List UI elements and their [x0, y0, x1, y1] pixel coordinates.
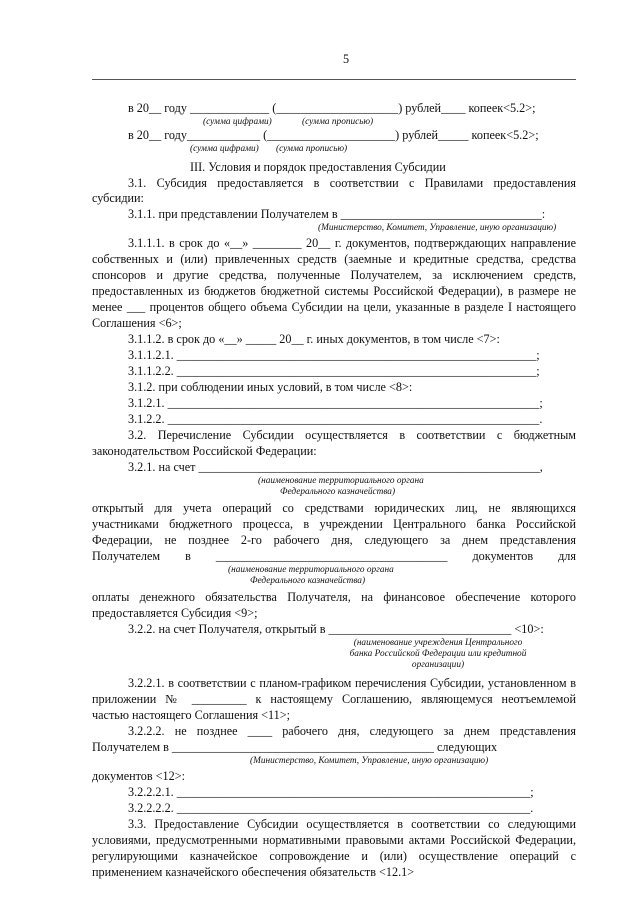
doc-line: регулирующими казначейское сопровождение и (или) осуществление операций с [92, 849, 576, 863]
doc-caption: (Министерство, Комитет, Управление, иную организацию) [318, 223, 557, 233]
doc-line: условиями, предусмотренными нормативными правовыми актами Российской Федерации, [92, 833, 576, 847]
doc-caption: (сумма цифрами) [203, 117, 272, 127]
doc-caption: (сумма прописью) [276, 144, 348, 154]
doc-line: 3.1.1.2. в срок до «__» _____ 20__ г. иных документов, в том числе <7>: [128, 332, 500, 346]
doc-caption: (наименование территориального органа [228, 565, 394, 575]
doc-line: субсидии: [92, 191, 144, 205]
doc-line: 3.1.1.2.1. ___________________________________________________________; [128, 348, 540, 362]
doc-caption: (наименование территориального органа [258, 476, 424, 486]
doc-line: собственных и (или) привлеченных средств (заемные и кредитные средства, средства [92, 252, 576, 266]
doc-line: Получателем в ______________________________________ документов для [92, 549, 576, 563]
doc-line: Соглашения <6>; [92, 316, 182, 330]
doc-line: предоставленных из бюджетов бюджетной системы Российской Федерации), в размере не [92, 284, 576, 298]
doc-caption: Федерального казначейства) [280, 487, 396, 497]
header-rule [92, 79, 576, 80]
doc-caption: (сумма прописью) [302, 117, 374, 127]
doc-caption: (Министерство, Комитет, Управление, иную организацию) [250, 756, 489, 766]
doc-caption: организации) [411, 660, 465, 670]
doc-caption: банка Российской Федерации или кредитной [349, 649, 527, 659]
page-number: 5 [343, 52, 350, 66]
doc-line: в 20__ году _____________ (____________________) рублей____ копеек<5.2>; [128, 101, 536, 115]
doc-line: участниками бюджетного процесса, в учреждении Центрального банка Российской [92, 517, 576, 531]
doc-line: 3.1.2.2. _____________________________________________________________. [128, 412, 543, 426]
doc-line: 3.3. Предоставление Субсидии осуществляется в соответствии со следующими [128, 817, 576, 831]
section-heading: III. Условия и порядок предоставления Субсидии [190, 160, 446, 174]
doc-caption: (наименование учреждения Центрального [353, 638, 523, 648]
doc-line: 3.1.2.1. _____________________________________________________________; [128, 396, 543, 410]
doc-line: 3.1.2. при соблюдении иных условий, в том числе <8>: [128, 380, 413, 394]
doc-line: 3.1.1.2.2. ___________________________________________________________; [128, 364, 540, 378]
doc-line: 3.2.1. на счет ________________________________________________________, [128, 460, 543, 474]
doc-line: законодательством Российской Федерации: [92, 444, 317, 458]
doc-line: спонсоров и другие средства, полученные Получателем, за исключением средств, [92, 268, 576, 282]
doc-line: приложении № _________ к настоящему Соглашению, являющемуся неотъемлемой [92, 692, 576, 706]
doc-line: оплаты денежного обязательства Получателя, на финансовое обеспечение которого [92, 590, 576, 604]
doc-line: 3.2. Перечисление Субсидии осуществляется в соответствии с бюджетным [128, 428, 576, 442]
doc-line: открытый для учета операций со средствами юридических лиц, не являющихся [92, 501, 576, 515]
doc-line: 3.2.2.2.2. __________________________________________________________. [128, 801, 534, 815]
doc-line: 3.2.2.2. не позднее ____ рабочего дня, следующего за днем представления [128, 724, 576, 738]
doc-line: менее ___ процентов общего объема Субсидии на цели, указанные в разделе I настоящего [92, 300, 576, 314]
doc-line: применением казначейского обеспечения обязательств <12.1> [92, 865, 415, 879]
doc-line: 3.2.2. на счет Получателя, открытый в ______________________________ <10>: [128, 622, 544, 636]
doc-caption: Федерального казначейства) [250, 576, 366, 586]
doc-line: частью настоящего Соглашения <11>; [92, 708, 291, 722]
doc-caption: (сумма цифрами) [190, 144, 259, 154]
doc-line: 3.2.2.2.1. __________________________________________________________; [128, 785, 534, 799]
doc-line: 3.2.2.1. в соответствии с планом-графиком перечисления Субсидии, установленном в [128, 676, 576, 690]
doc-line: 3.1.1.1. в срок до «__» ________ 20__ г. документов, подтверждающих направление [128, 236, 576, 250]
doc-line: Федерации, не позднее 2-го рабочего дня, следующего за днем представления [92, 533, 576, 547]
doc-line: документов <12>: [92, 769, 186, 783]
doc-line: предоставляется Субсидия <9>; [92, 606, 258, 620]
doc-line: в 20__ году____________ (_____________________) рублей_____ копеек<5.2>; [128, 128, 539, 142]
doc-line: 3.1.1. при представлении Получателем в _________________________________: [128, 207, 546, 221]
doc-line: 3.1. Субсидия предоставляется в соответствии с Правилами предоставления [128, 176, 576, 190]
doc-line: Получателем в ___________________________________________ следующих [92, 740, 498, 754]
